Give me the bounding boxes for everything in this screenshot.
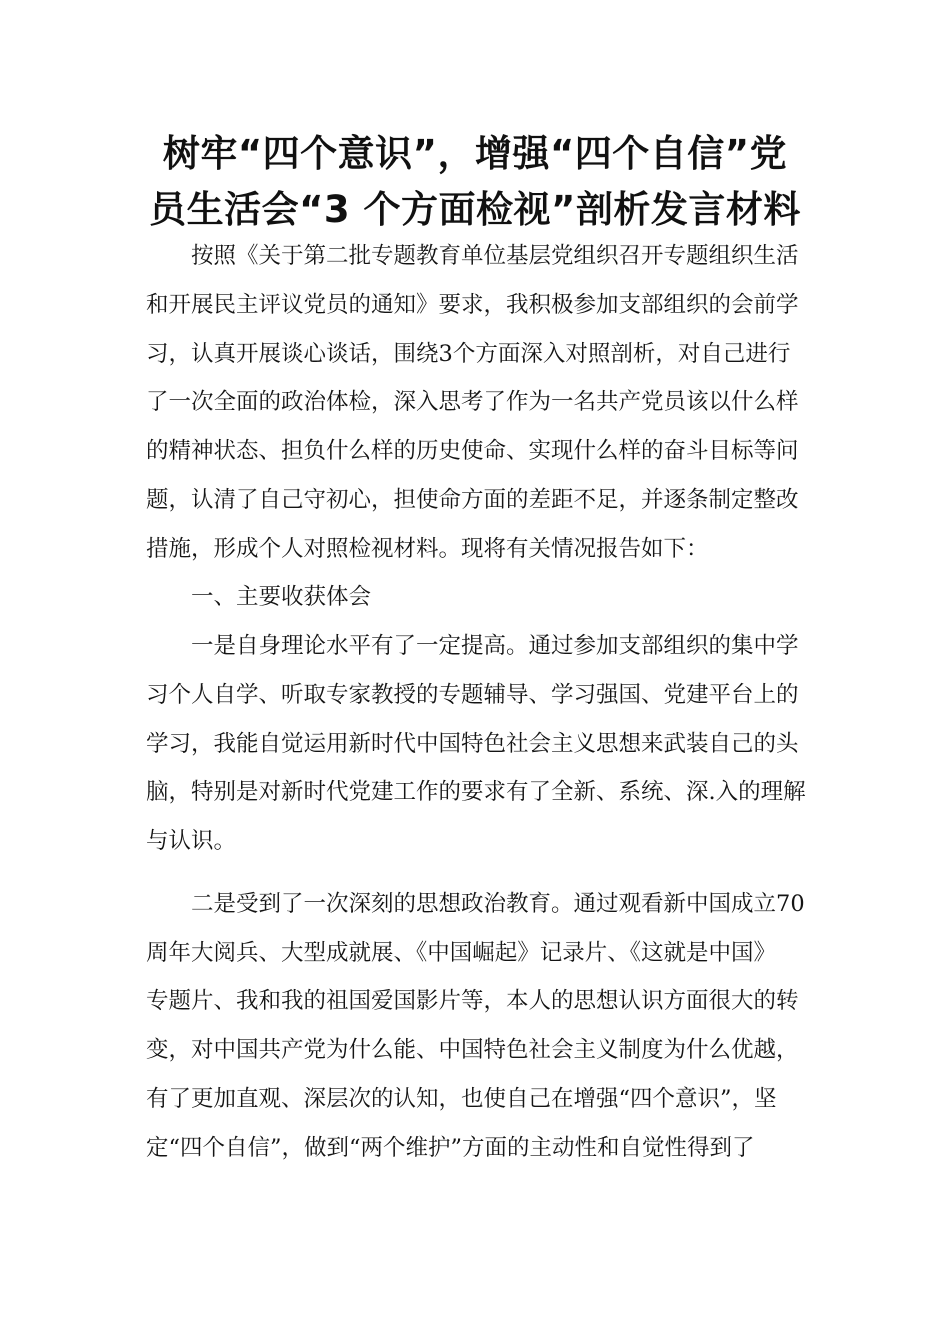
document-body (146, 232, 806, 1172)
paragraph-line: 习个人自学、听取专家教授的专题辅导、学习强国、党建平台上的 (146, 681, 799, 708)
paragraph-line: 周年大阅兵、大型成就展、《中国崛起》记录片、《这就是中国》 (146, 939, 777, 966)
paragraph-line: 二是受到了一次深刻的思想政治教育。通过观看新中国成立70 (191, 890, 805, 917)
paragraph-line: 变，对中国共产党为什么能、中国特色社会主义制度为什么优越， (146, 1037, 799, 1063)
section-heading (146, 573, 806, 622)
paragraph-line: 学习，我能自觉运用新时代中国特色社会主义思想来武装自己的头 (146, 730, 799, 757)
paragraph-intro (146, 232, 806, 573)
document-title (120, 126, 830, 238)
paragraph-gain-two (146, 880, 806, 1173)
paragraph-line: 习，认真开展谈心谈话，围绕3个方面深入对照剖析，对自己进行 (146, 340, 791, 367)
section-heading-text: 一、主要收获体会 (191, 584, 372, 611)
title-line-1: 树牢“四个意识”，增强“四个自信”党 (162, 132, 788, 175)
paragraph-line: 专题片、我和我的祖国爱国影片等，本人的思想认识方面很大的转 (146, 988, 799, 1015)
paragraph-spacer (146, 866, 806, 880)
paragraph-line: 了一次全面的政治体检，深入思考了作为一名共产党员该以什么样 (146, 389, 799, 416)
paragraph-line: 措施，形成个人对照检视材料。现将有关情况报告如下： (146, 535, 709, 562)
paragraph-line: 定“四个自信”，做到“两个维护”方面的主动性和自觉性得到了 (146, 1134, 755, 1161)
paragraph-gain-one (146, 622, 806, 866)
paragraph-line: 按照《关于第二批专题教育单位基层党组织召开专题组织生活 (191, 243, 799, 269)
paragraph-line: 一是自身理论水平有了一定提高。通过参加支部组织的集中学 (191, 633, 799, 659)
paragraph-line: 有了更加直观、深层次的认知，也使自己在增强“四个意识”，坚 (146, 1085, 777, 1112)
title-line-2: 员生活会“3 个方面检视”剖析发言材料 (149, 188, 801, 231)
paragraph-line: 脑，特别是对新时代党建工作的要求有了全新、系统、深.入的理解 (146, 779, 806, 806)
paragraph-line: 和开展民主评议党员的通知》要求，我积极参加支部组织的会前学 (146, 291, 799, 318)
paragraph-line: 的精神状态、担负什么样的历史使命、实现什么样的奋斗目标等问 (146, 438, 799, 464)
paragraph-line: 题，认清了自己守初心，担使命方面的差距不足，并逐条制定整改 (146, 486, 799, 513)
paragraph-line: 与认识。 (146, 828, 237, 854)
